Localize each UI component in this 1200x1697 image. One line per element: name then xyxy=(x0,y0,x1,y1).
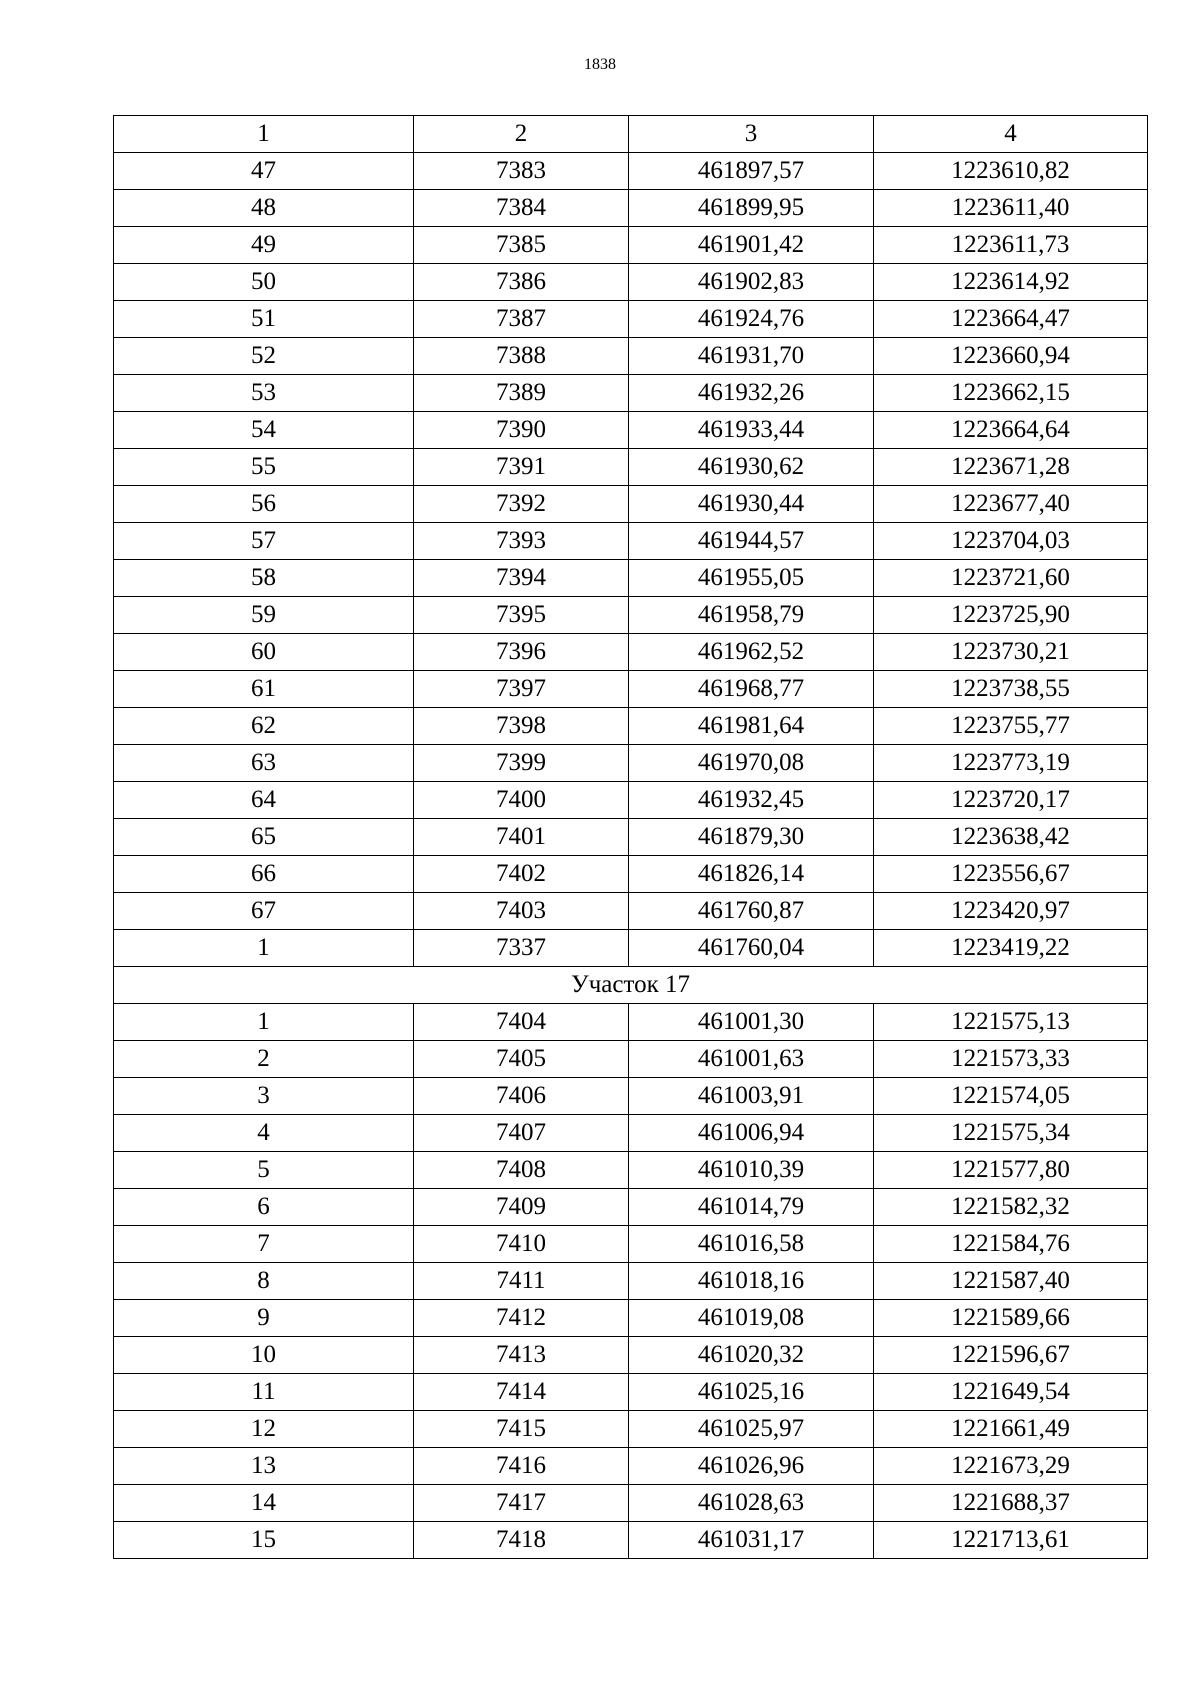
table-cell: 461899,95 xyxy=(629,190,874,227)
table-cell: 7395 xyxy=(414,597,629,634)
table-cell: 10 xyxy=(114,1337,414,1374)
table-cell: 461924,76 xyxy=(629,301,874,338)
table-cell: 1 xyxy=(114,1004,414,1041)
table-cell: 7415 xyxy=(414,1411,629,1448)
table-cell: 461003,91 xyxy=(629,1078,874,1115)
table-cell: 461897,57 xyxy=(629,153,874,190)
table-cell: 461901,42 xyxy=(629,227,874,264)
table-cell: 1223721,60 xyxy=(874,560,1148,597)
table-cell: 1221713,61 xyxy=(874,1522,1148,1559)
table-cell: 1223638,42 xyxy=(874,819,1148,856)
table-cell: 461902,83 xyxy=(629,264,874,301)
table-cell: 461932,26 xyxy=(629,375,874,412)
table-cell: 461962,52 xyxy=(629,634,874,671)
table-row xyxy=(114,1485,1148,1522)
table-row xyxy=(114,634,1148,671)
table-row xyxy=(114,1337,1148,1374)
page-number: 1838 xyxy=(584,56,616,73)
table-cell: 65 xyxy=(114,819,414,856)
header-row xyxy=(114,116,1148,153)
table-cell: 1221575,13 xyxy=(874,1004,1148,1041)
table-row xyxy=(114,1374,1148,1411)
table-cell: 1221688,37 xyxy=(874,1485,1148,1522)
header-cell: 4 xyxy=(874,116,1148,153)
table-cell: 7394 xyxy=(414,560,629,597)
table-cell: 56 xyxy=(114,486,414,523)
table-cell: 50 xyxy=(114,264,414,301)
table-cell: 7416 xyxy=(414,1448,629,1485)
table-cell: 461826,14 xyxy=(629,856,874,893)
table-cell: 7400 xyxy=(414,782,629,819)
table-cell: 1221596,67 xyxy=(874,1337,1148,1374)
table-cell: 461016,58 xyxy=(629,1226,874,1263)
table-cell: 12 xyxy=(114,1411,414,1448)
table-row xyxy=(114,449,1148,486)
table-cell: 1223720,17 xyxy=(874,782,1148,819)
table-cell: 53 xyxy=(114,375,414,412)
table-cell: 1223738,55 xyxy=(874,671,1148,708)
table-cell: 8 xyxy=(114,1263,414,1300)
table-cell: 461018,16 xyxy=(629,1263,874,1300)
table-cell: 1223556,67 xyxy=(874,856,1148,893)
table-cell: 7413 xyxy=(414,1337,629,1374)
table-cell: 57 xyxy=(114,523,414,560)
table-cell: 1223662,15 xyxy=(874,375,1148,412)
table-cell: 7391 xyxy=(414,449,629,486)
table-cell: 63 xyxy=(114,745,414,782)
table-cell: 1221649,54 xyxy=(874,1374,1148,1411)
table-cell: 7390 xyxy=(414,412,629,449)
table-cell: 7401 xyxy=(414,819,629,856)
table-cell: 1223610,82 xyxy=(874,153,1148,190)
table-cell: 461001,30 xyxy=(629,1004,874,1041)
table-row xyxy=(114,893,1148,930)
table-cell: 461020,32 xyxy=(629,1337,874,1374)
table-cell: 7418 xyxy=(414,1522,629,1559)
coordinates-table-body xyxy=(114,116,1148,1559)
table-cell: 461760,87 xyxy=(629,893,874,930)
table-row xyxy=(114,560,1148,597)
table-cell: 67 xyxy=(114,893,414,930)
table-cell: 60 xyxy=(114,634,414,671)
table-cell: 7409 xyxy=(414,1189,629,1226)
table-row xyxy=(114,1300,1148,1337)
table-cell: 461981,64 xyxy=(629,708,874,745)
table-cell: 7393 xyxy=(414,523,629,560)
table-cell: 2 xyxy=(114,1041,414,1078)
table-cell: 7408 xyxy=(414,1152,629,1189)
table-cell: 1221661,49 xyxy=(874,1411,1148,1448)
table-cell: 11 xyxy=(114,1374,414,1411)
table-cell: 461955,05 xyxy=(629,560,874,597)
table-cell: 7404 xyxy=(414,1004,629,1041)
table-cell: 1223773,19 xyxy=(874,745,1148,782)
section-title: Участок 17 xyxy=(114,967,1148,1004)
table-cell: 1221587,40 xyxy=(874,1263,1148,1300)
table-cell: 1223704,03 xyxy=(874,523,1148,560)
table-row xyxy=(114,1004,1148,1041)
table-cell: 1223611,73 xyxy=(874,227,1148,264)
table-cell: 1221573,33 xyxy=(874,1041,1148,1078)
table-cell: 7385 xyxy=(414,227,629,264)
table-cell: 4 xyxy=(114,1115,414,1152)
table-cell: 1221673,29 xyxy=(874,1448,1148,1485)
table-cell: 1223671,28 xyxy=(874,449,1148,486)
table-cell: 461028,63 xyxy=(629,1485,874,1522)
table-cell: 7407 xyxy=(414,1115,629,1152)
table-row xyxy=(114,1411,1148,1448)
table-cell: 49 xyxy=(114,227,414,264)
table-cell: 66 xyxy=(114,856,414,893)
table-row xyxy=(114,190,1148,227)
table-cell: 13 xyxy=(114,1448,414,1485)
table-cell: 15 xyxy=(114,1522,414,1559)
table-cell: 1221575,34 xyxy=(874,1115,1148,1152)
table-cell: 7386 xyxy=(414,264,629,301)
table-cell: 7406 xyxy=(414,1078,629,1115)
table-cell: 1223677,40 xyxy=(874,486,1148,523)
table-cell: 461025,97 xyxy=(629,1411,874,1448)
table-row xyxy=(114,523,1148,560)
table-cell: 1223725,90 xyxy=(874,597,1148,634)
table-cell: 58 xyxy=(114,560,414,597)
table-cell: 7410 xyxy=(414,1226,629,1263)
table-cell: 7411 xyxy=(414,1263,629,1300)
table-cell: 3 xyxy=(114,1078,414,1115)
table-row xyxy=(114,930,1148,967)
section-row xyxy=(114,967,1148,1004)
table-cell: 61 xyxy=(114,671,414,708)
table-cell: 7388 xyxy=(414,338,629,375)
table-cell: 1223730,21 xyxy=(874,634,1148,671)
table-cell: 7402 xyxy=(414,856,629,893)
table-row xyxy=(114,1522,1148,1559)
table-cell: 1223420,97 xyxy=(874,893,1148,930)
table-cell: 1223611,40 xyxy=(874,190,1148,227)
table-cell: 62 xyxy=(114,708,414,745)
table-row xyxy=(114,1041,1148,1078)
table-cell: 1221577,80 xyxy=(874,1152,1148,1189)
table-cell: 461968,77 xyxy=(629,671,874,708)
table-cell: 1221582,32 xyxy=(874,1189,1148,1226)
coordinates-table xyxy=(113,115,1148,1559)
table-row xyxy=(114,264,1148,301)
table-cell: 5 xyxy=(114,1152,414,1189)
table-cell: 7387 xyxy=(414,301,629,338)
table-cell: 7405 xyxy=(414,1041,629,1078)
table-cell: 461932,45 xyxy=(629,782,874,819)
table-cell: 14 xyxy=(114,1485,414,1522)
table-cell: 7417 xyxy=(414,1485,629,1522)
table-cell: 7403 xyxy=(414,893,629,930)
table-cell: 7 xyxy=(114,1226,414,1263)
table-cell: 461006,94 xyxy=(629,1115,874,1152)
table-cell: 59 xyxy=(114,597,414,634)
table-cell: 461760,04 xyxy=(629,930,874,967)
table-cell: 7412 xyxy=(414,1300,629,1337)
table-cell: 7398 xyxy=(414,708,629,745)
table-cell: 1223660,94 xyxy=(874,338,1148,375)
table-cell: 7414 xyxy=(414,1374,629,1411)
table-cell: 1223614,92 xyxy=(874,264,1148,301)
table-row xyxy=(114,1115,1148,1152)
table-cell: 461010,39 xyxy=(629,1152,874,1189)
table-cell: 64 xyxy=(114,782,414,819)
table-cell: 7384 xyxy=(414,190,629,227)
table-cell: 461958,79 xyxy=(629,597,874,634)
table-cell: 1 xyxy=(114,930,414,967)
header-cell: 2 xyxy=(414,116,629,153)
table-row xyxy=(114,671,1148,708)
table-row xyxy=(114,227,1148,264)
table-cell: 461031,17 xyxy=(629,1522,874,1559)
table-row xyxy=(114,412,1148,449)
table-row xyxy=(114,745,1148,782)
table-row xyxy=(114,1078,1148,1115)
table-cell: 461001,63 xyxy=(629,1041,874,1078)
header-cell: 3 xyxy=(629,116,874,153)
table-cell: 1221589,66 xyxy=(874,1300,1148,1337)
table-cell: 7337 xyxy=(414,930,629,967)
table-row xyxy=(114,819,1148,856)
table-row xyxy=(114,782,1148,819)
table-cell: 461930,62 xyxy=(629,449,874,486)
table-row xyxy=(114,597,1148,634)
table-cell: 1221584,76 xyxy=(874,1226,1148,1263)
table-cell: 6 xyxy=(114,1189,414,1226)
table-cell: 54 xyxy=(114,412,414,449)
table-cell: 1223755,77 xyxy=(874,708,1148,745)
table-cell: 461014,79 xyxy=(629,1189,874,1226)
table-cell: 7392 xyxy=(414,486,629,523)
table-row xyxy=(114,338,1148,375)
table-row xyxy=(114,1263,1148,1300)
table-cell: 7383 xyxy=(414,153,629,190)
table-cell: 461019,08 xyxy=(629,1300,874,1337)
table-cell: 48 xyxy=(114,190,414,227)
table-cell: 461930,44 xyxy=(629,486,874,523)
table-row xyxy=(114,375,1148,412)
table-row xyxy=(114,1226,1148,1263)
table-row xyxy=(114,708,1148,745)
table-cell: 52 xyxy=(114,338,414,375)
table-cell: 7389 xyxy=(414,375,629,412)
table-row xyxy=(114,301,1148,338)
table-cell: 1223419,22 xyxy=(874,930,1148,967)
table-cell: 461026,96 xyxy=(629,1448,874,1485)
table-cell: 51 xyxy=(114,301,414,338)
header-cell: 1 xyxy=(114,116,414,153)
table-cell: 461944,57 xyxy=(629,523,874,560)
table-cell: 461931,70 xyxy=(629,338,874,375)
table-cell: 461025,16 xyxy=(629,1374,874,1411)
table-cell: 461933,44 xyxy=(629,412,874,449)
table-cell: 461879,30 xyxy=(629,819,874,856)
table-cell: 55 xyxy=(114,449,414,486)
table-cell: 47 xyxy=(114,153,414,190)
table-cell: 461970,08 xyxy=(629,745,874,782)
table-row xyxy=(114,486,1148,523)
table-cell: 9 xyxy=(114,1300,414,1337)
table-row xyxy=(114,153,1148,190)
table-row xyxy=(114,1189,1148,1226)
table-row xyxy=(114,856,1148,893)
table-row xyxy=(114,1448,1148,1485)
table-cell: 7399 xyxy=(414,745,629,782)
table-cell: 7397 xyxy=(414,671,629,708)
table-cell: 1223664,64 xyxy=(874,412,1148,449)
table-cell: 1221574,05 xyxy=(874,1078,1148,1115)
table-row xyxy=(114,1152,1148,1189)
table-cell: 1223664,47 xyxy=(874,301,1148,338)
table-cell: 7396 xyxy=(414,634,629,671)
